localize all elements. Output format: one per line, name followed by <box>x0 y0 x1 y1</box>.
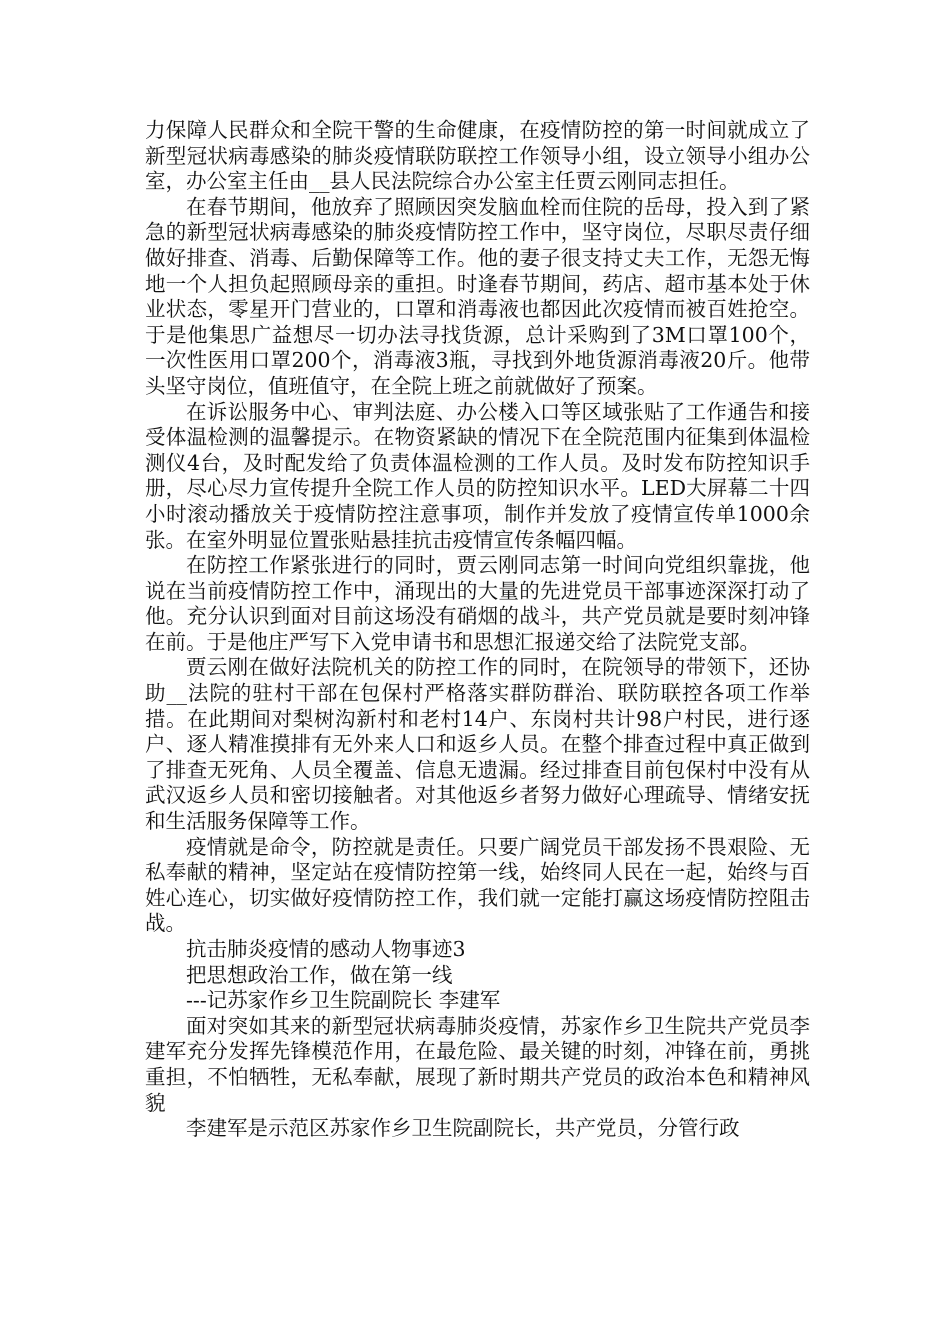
paragraph-conclusion: 疫情就是命令，防控就是责任。只要广阔党员干部发扬不畏艰险、无私奉献的精神，坚定站在疫情防控第一线，始终同人民在一起，始终与百姓心连心，切实做好疫情防控工作，我们就一定能打赢这场疫情防控阻击战。 <box>145 834 810 936</box>
paragraph-litigation-center: 在诉讼服务中心、审判法庭、办公楼入口等区域张贴了工作通告和接受体温检测的温馨提示。在物资紧缺的情况下在全院范围内征集到体温检测仪4台，及时配发给了负责体温检测的工作人员。及时发布防控知识手册，尽心尽力宣传提升全院工作人员的防控知识水平。LED大屏幕二十四小时滚动播放关于疫情防控注意事项，制作并发放了疫情宣传单1000余张。在室外明显位置张贴悬挂抗击疫情宣传条幅四幅。 <box>145 399 810 552</box>
document-page <box>145 118 810 1142</box>
paragraph-village-assistance: 贾云刚在做好法院机关的防控工作的同时，在院领导的带领下，还协助__法院的驻村干部在包保村严格落实群防群治、联防联控各项工作举措。在此期间对梨树沟新村和老村14户、东岗村共计98户村民，进行逐户、逐人精准摸排有无外来人口和返乡人员。在整个排查过程中真正做到了排查无死角、人员全覆盖、信息无遗漏。经过排查目前包保村中没有从武汉返乡人员和密切接触者。对其他返乡者努力做好心理疏导、情绪安抚和生活服务保障等工作。 <box>145 655 810 834</box>
article-subtitle: ---记苏家作乡卫生院副院长 李建军 <box>186 988 501 1013</box>
article-title: 把思想政治工作，做在第一线 <box>186 962 453 987</box>
section-heading: 抗击肺炎疫情的感动人物事迹3 <box>186 937 466 961</box>
paragraph-spring-festival: 在春节期间，他放弃了照顾因突发脑血栓而住院的岳母，投入到了紧急的新型冠状病毒感染的肺炎疫情防控工作中，坚守岗位，尽职尽责仔细做好排查、消毒、后勤保障等工作。他的妻子很支持丈夫工作，无怨无悔地一个人担负起照顾母亲的重担。时逢春节期间，药店、超市基本处于休业状态，零星开门营业的，口罩和消毒液也都因此次疫情而被百姓抢空。于是他集思广益想尽一切办法寻找货源，总计采购到了3M口罩100个，一次性医用口罩200个，消毒液3瓶，寻找到外地货源消毒液20斤。他带头坚守岗位，值班值守，在全院上班之前就做好了预案。 <box>145 194 810 398</box>
paragraph-party-application: 在防控工作紧张进行的同时，贾云刚同志第一时间向党组织靠拢，他说在当前疫情防控工作中，涌现出的大量的先进党员干部事迹深深打动了他。充分认识到面对目前这场没有硝烟的战斗，共产党员就是要时刻冲锋在前。于是他庄严写下入党申请书和思想汇报递交给了法院党支部。 <box>145 553 810 654</box>
paragraph-li-jianjun-role: 李建军是示范区苏家作乡卫生院副院长，共产党员，分管行政 <box>186 1116 740 1141</box>
paragraph-continued-intro: 力保障人民群众和全院干警的生命健康，在疫情防控的第一时间就成立了新型冠状病毒感染的肺炎疫情联防联控工作领导小组，设立领导小组办公室，办公室主任由__县人民法院综合办公室主任贾云刚同志担任。 <box>145 118 810 194</box>
paragraph-li-jianjun-intro: 面对突如其来的新型冠状病毒肺炎疫情，苏家作乡卫生院共产党员李建军充分发挥先锋模范作用，在最危险、最关键的时刻，冲锋在前，勇挑重担，不怕牺牲，无私奉献，展现了新时期共产党员的政治本色和精神风貌 <box>145 1013 810 1115</box>
